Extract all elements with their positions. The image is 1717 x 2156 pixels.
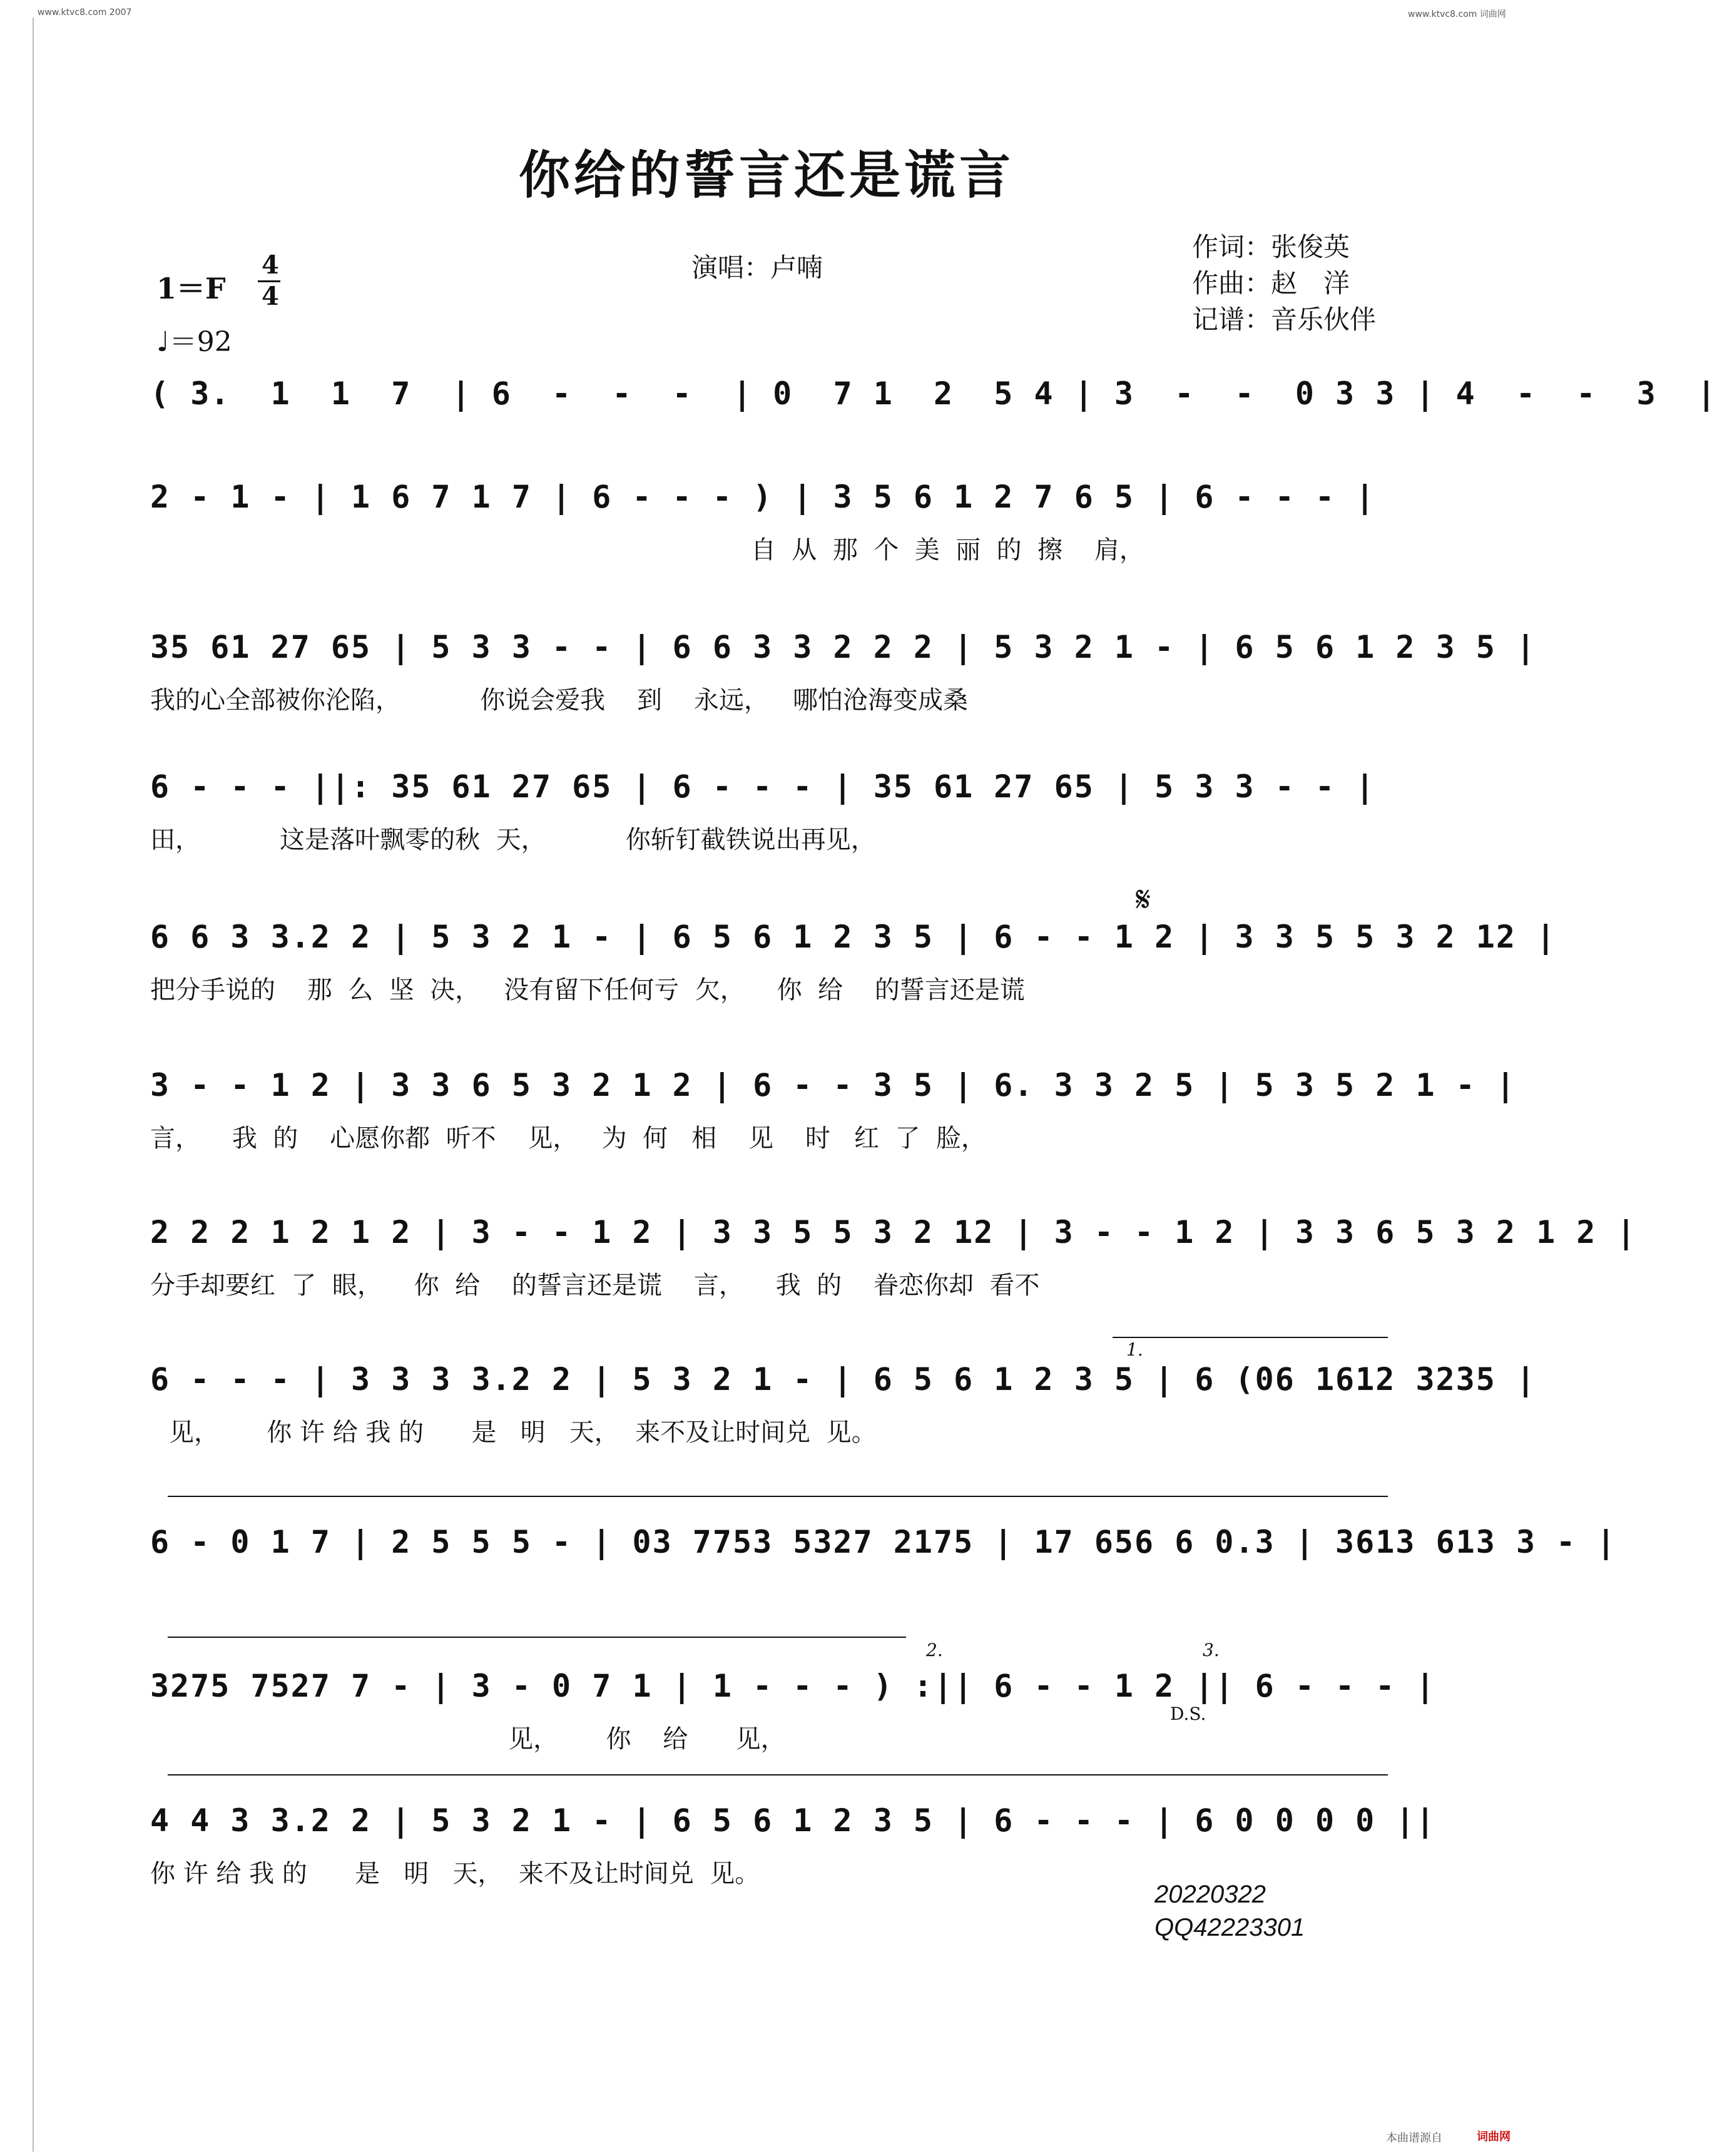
staff-row-1	[150, 376, 1717, 432]
time-signature-bottom: 4	[262, 282, 279, 311]
notes-row-3: 35 61 27 65 | 5 3 3 - - | 6 6 3 3 2 2 2 | 5 3 2 1 - | 6 5 6 1 2 3 5 |	[150, 629, 1537, 665]
qq-note: QQ42223301	[1154, 1914, 1305, 1941]
notes-row-11: 4 4 3 3.2 2 | 5 3 2 1 - | 6 5 6 1 2 3 5 | 6 - - - | 6 0 0 0 0 ||	[150, 1802, 1436, 1839]
staff-row-9	[150, 1524, 1617, 1580]
corner-right-text: www.ktvc8.com 词曲网	[1408, 9, 1506, 19]
notes-row-4: 6 - - - ||: 35 61 27 65 | 6 - - - | 35 61 27 65 | 5 3 3 - - |	[150, 769, 1376, 805]
song-title: 你给的誓言还是谎言	[518, 145, 1014, 205]
repeat-ending-line	[168, 1637, 906, 1638]
lyrics-row-10: 见， 你 给 见，	[150, 1725, 786, 1754]
staff-row-11	[150, 1802, 1436, 1888]
notes-row-2: 2 - 1 - | 1 6 7 1 7 | 6 - - - ) | 3 5 6 1 2 7 6 5 | 6 - - - |	[150, 479, 1376, 515]
lyrics-row-2: 自 从 那 个 美 丽 的 擦 肩，	[751, 536, 1144, 565]
staff-row-3	[150, 629, 1537, 715]
time-signature-top: 4	[262, 250, 279, 280]
lyrics-row-8: 见， 你 许 给 我 的 是 明 天， 来不及让时间兑 见。	[169, 1418, 877, 1447]
system-divider-line	[168, 1496, 1388, 1497]
lyrics-row-7: 分手却要红 了 眼， 你 给 的誓言还是谎 言， 我 的 眷恋你却 看不	[150, 1271, 1040, 1300]
ds-mark: D.S.	[1170, 1704, 1206, 1724]
lyrics-row-11: 你 许 给 我 的 是 明 天， 来不及让时间兑 见。	[150, 1859, 760, 1888]
ending-1-mark: 1.	[1126, 1339, 1143, 1360]
notes-row-5: 6 6 3 3.2 2 | 5 3 2 1 - | 6 5 6 1 2 3 5 | 6 - - 1 2 | 3 3 5 5 3 2 12 |	[150, 919, 1557, 955]
lyrics-row-4: 田， 这是落叶飘零的秋 天， 你斩钉截铁说出再见，	[150, 825, 876, 854]
segno-sign: 𝄋	[1136, 879, 1151, 920]
side-watermark-strip	[0, 0, 31, 2156]
lyricist-credit: 作词：张俊英	[1192, 232, 1350, 262]
staff-row-7	[150, 1214, 1637, 1300]
notes-row-9: 6 - 0 1 7 | 2 5 5 5 - | 03 7753 5327 2175 | 17 656 6 0.3 | 3613 613 3 - |	[150, 1524, 1617, 1560]
notes-row-10: 3275 7527 7 - | 3 - 0 7 1 | 1 - - - ) :|| 6 - - 1 2 || 6 - - - |	[150, 1668, 1436, 1704]
staff-row-5	[150, 919, 1557, 1004]
lyrics-row-5: 把分手说的 那 么 坚 决， 没有留下任何亏 欠， 你 给 的誓言还是谎	[150, 976, 1025, 1004]
corner-left-text: www.ktvc8.com 2007	[38, 8, 132, 18]
staff-row-4	[150, 769, 1402, 854]
composer-credit: 作曲：赵 洋	[1192, 268, 1350, 299]
transcriber-credit: 记谱：音乐伙伴	[1192, 304, 1377, 335]
notes-row-6: 3 - - 1 2 | 3 3 6 5 3 2 1 2 | 6 - - 3 5 | 6. 3 3 2 5 | 5 3 5 2 1 - |	[150, 1067, 1516, 1103]
staff-row-10	[150, 1668, 1436, 1754]
lyrics-row-3: 我的心全部被你沦陷， 你说会爱我 到 永远， 哪怕沧海变成桑	[150, 686, 969, 715]
footer-source-label: 本曲谱源自	[1386, 2132, 1442, 2145]
ending-2-mark: 2.	[926, 1640, 943, 1660]
system-divider-line-2	[168, 1774, 1388, 1775]
footer-brand: 词曲网	[1477, 2130, 1511, 2143]
notes-row-1: ( 3. 1 1 7 | 6 - - - | 0 7 1 2 5 4 | 3 - - 0 3 3 | 4 - - 3 |	[150, 376, 1717, 412]
ending-3-mark: 3.	[1203, 1640, 1220, 1660]
key-signature: 1＝F	[156, 272, 226, 305]
staff-row-8	[150, 1361, 1537, 1447]
tempo-marking: ♩＝92	[156, 326, 232, 358]
notes-row-7: 2 2 2 1 2 1 2 | 3 - - 1 2 | 3 3 5 5 3 2 12 | 3 - - 1 2 | 3 3 6 5 3 2 1 2 |	[150, 1214, 1637, 1250]
date-note: 20220322	[1154, 1881, 1266, 1908]
staff-row-2	[150, 479, 1402, 565]
singer-credit: 演唱：卢喃	[691, 252, 823, 283]
lyrics-row-6: 言， 我 的 心愿你都 听不 见， 为 何 相 见 时 红 了 脸，	[150, 1124, 986, 1153]
notes-row-8: 6 - - - | 3 3 3 3.2 2 | 5 3 2 1 - | 6 5 6 1 2 3 5 | 6 (06 1612 3235 |	[150, 1361, 1537, 1397]
staff-row-6	[150, 1067, 1516, 1153]
ending-1-bracket	[1113, 1337, 1388, 1338]
